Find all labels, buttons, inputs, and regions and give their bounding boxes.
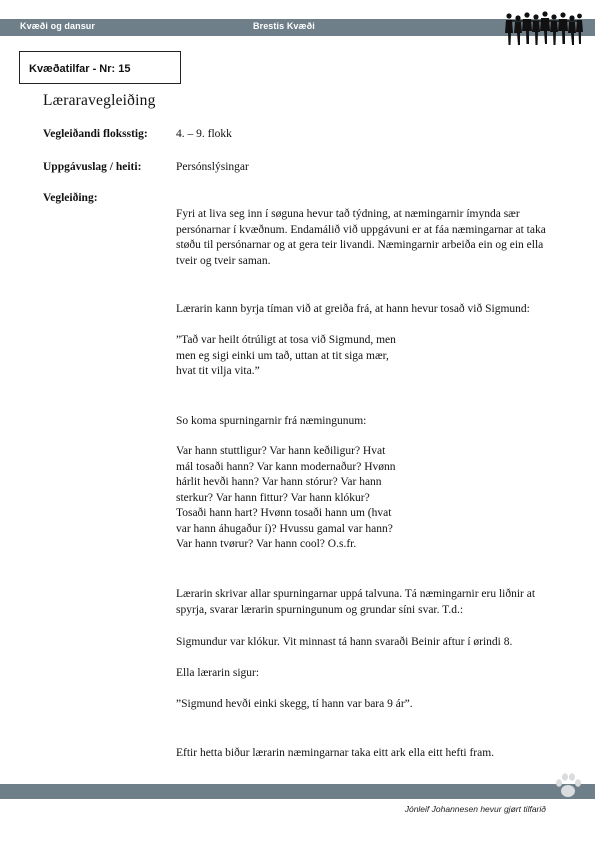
- questions-list: Var hann stuttligur? Var hann keðiligur? Hvat mál tosaði hann? Var kann modernaður? Hvønn hárlit hevði hann? Var hann stórur? Var hann sterkur? Var hann fittur? Var hann klókur? Tosaði hann hart? Hvønn tosaði hann um (hvat var hann áhugaður í)? Hvussu gamal var hann? Var hann tvørur? Var hann cool? O.s.fr.: [176, 445, 396, 550]
- credit-text: Jónleif Johannesen hevur gjørt tilfarið: [404, 804, 546, 814]
- or-paragraph: Ella lærarin sigur:: [176, 667, 260, 679]
- worksheet-number-box: [19, 51, 181, 84]
- board-paragraph: Lærarin skrivar allar spurningarnar uppá talvuna. Tá næmingarnir eru liðnir at spyrja, svarar lærarin spurningunum og grundar síni svar. T.d.:: [176, 588, 536, 616]
- header-center-text: Brestis Kvæði: [253, 21, 315, 31]
- page-title: Læraravegleiðing: [43, 92, 156, 109]
- paragraph-start: Lærarin kann byrja tíman við at greiða frá, at hann hevur tosað við Sigmund:: [176, 303, 530, 315]
- dancers-silhouette-icon: [503, 9, 583, 49]
- beard-quote: ”Sigmund hevði einki skegg, tí hann var bara 9 ár”.: [176, 698, 413, 710]
- closing-paragraph: Eftir hetta biður lærarin næmingarnar taka eitt ark ella eitt hefti fram.: [176, 747, 495, 759]
- task-type-label: Uppgávuslag / heiti:: [43, 161, 142, 173]
- questions-intro: So koma spurningarnir frá næmingunum:: [176, 415, 367, 427]
- footer-bar: [0, 784, 595, 799]
- worksheet-number-label: Kvæðatilfar - Nr: 15: [29, 63, 131, 75]
- grade-level-label: Vegleiðandi floksstig:: [43, 128, 148, 140]
- example-paragraph: Sigmundur var klókur. Vit minnast tá hann svaraði Beinir aftur í ørindi 8.: [176, 636, 513, 648]
- paw-print-icon: [552, 770, 584, 802]
- quote-paragraph: ”Tað var heilt ótrúligt at tosa við Sigmund, men men eg sigi einki um tað, uttan at tit siga mær, hvat tit vilja vita.”: [176, 334, 396, 377]
- grade-level-value: 4. – 9. flokk: [176, 128, 232, 140]
- task-type-value: Persónslýsingar: [176, 161, 249, 173]
- header-left-text: Kvæði og dansur: [20, 21, 96, 31]
- intro-paragraph: Fyri at liva seg inn í søguna hevur tað týdning, at næmingarnir ímynda sær persónarnar í kvæðnum. Endamálið við uppgávuni er at fáa næmingarnar at taka støðu til persónarnar og at gera teir livandi. Næmingarnir arbeiða ein og ein ella tveir og tveir saman.: [176, 208, 546, 267]
- guidance-label: Vegleiðing:: [43, 192, 98, 204]
